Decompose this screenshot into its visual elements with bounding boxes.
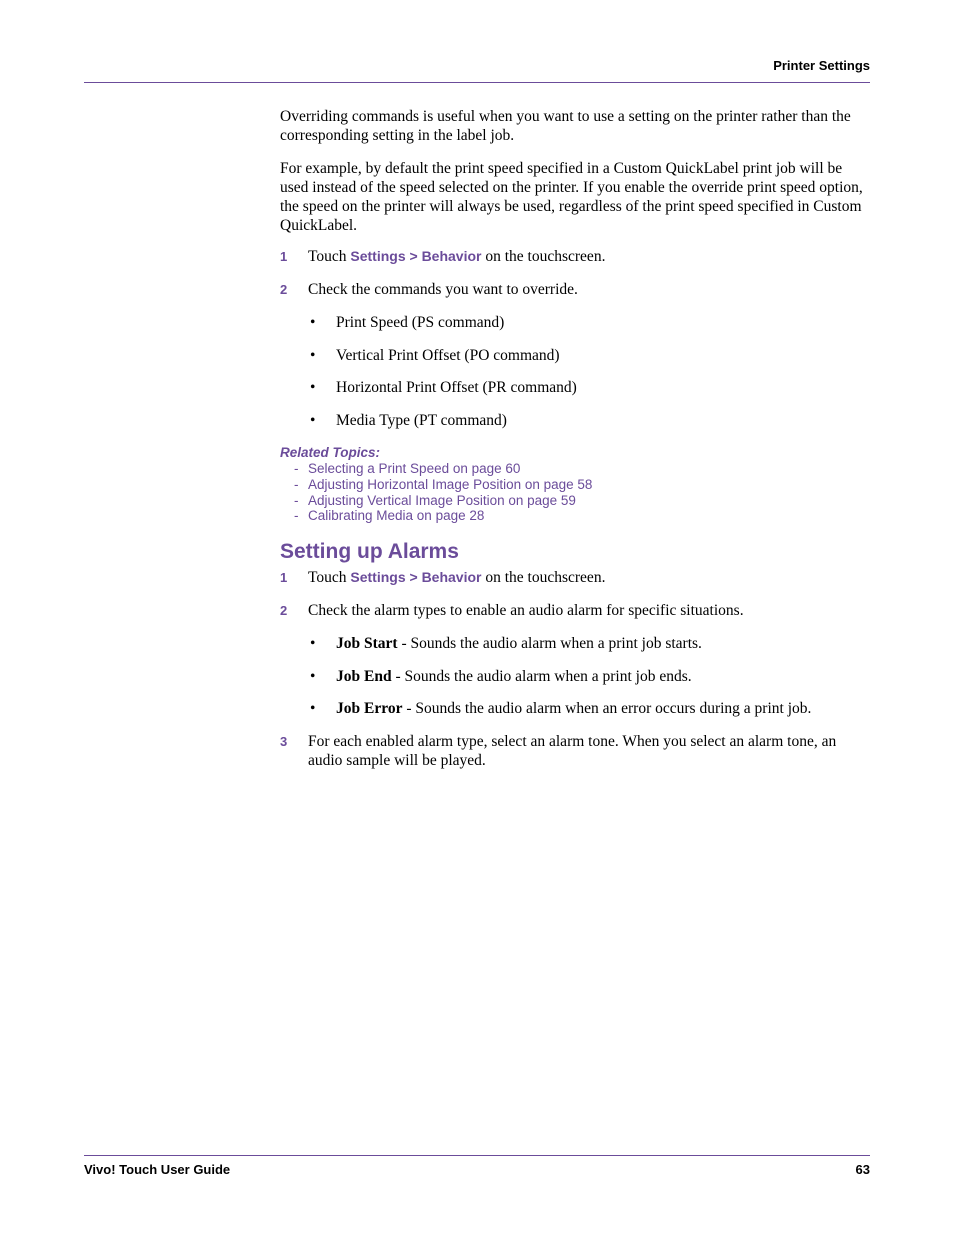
- step-number: 2: [280, 282, 288, 297]
- footer-rule: [84, 1155, 870, 1156]
- related-link-print-speed[interactable]: - Selecting a Print Speed on page 60: [294, 461, 521, 476]
- list-item: • Vertical Print Offset (PO command): [310, 347, 560, 364]
- step-number: 1: [280, 249, 288, 264]
- ui-path-settings-behavior: Settings > Behavior: [350, 569, 482, 585]
- intro-paragraph-2: For example, by default the print speed specified in a Custom QuickLabel print job will be used instead of the speed selected on the printer. If you enable the override print speed option, the speed on the printer will always be used, regardless of the print speed specified in Custom QuickLabel.: [280, 160, 863, 234]
- bullet-icon: •: [310, 314, 316, 331]
- override-step-2: 2 Check the commands you want to override.: [280, 281, 578, 298]
- bullet-icon: •: [310, 668, 316, 685]
- footer-guide-title: Vivo! Touch User Guide: [84, 1162, 231, 1177]
- override-step-1: 1 Touch Settings > Behavior on the touchscreen.: [280, 248, 606, 265]
- alarm-step-2: 2 Check the alarm types to enable an audio alarm for specific situations.: [280, 602, 744, 619]
- bullet-icon: •: [310, 700, 316, 717]
- related-link-vertical-position[interactable]: - Adjusting Vertical Image Position on page 59: [294, 493, 576, 508]
- ui-path-settings-behavior: Settings > Behavior: [350, 248, 482, 264]
- list-item: • Print Speed (PS command): [310, 314, 505, 331]
- step-number: 1: [280, 570, 288, 585]
- page-number: 63: [855, 1162, 870, 1177]
- related-link-horizontal-position[interactable]: - Adjusting Horizontal Image Position on page 58: [294, 477, 593, 492]
- step-number: 2: [280, 603, 288, 618]
- related-topics-title: Related Topics:: [280, 445, 381, 460]
- bullet-icon: •: [310, 347, 316, 364]
- header-rule: [84, 82, 870, 83]
- step-number: 3: [280, 734, 288, 749]
- alarm-step-1: 1 Touch Settings > Behavior on the touchscreen.: [280, 569, 606, 586]
- bullet-icon: •: [310, 635, 316, 652]
- bullet-icon: •: [310, 412, 316, 429]
- bullet-icon: •: [310, 379, 316, 396]
- list-item: • Job End - Sounds the audio alarm when a print job ends.: [310, 668, 692, 685]
- list-item: • Job Start - Sounds the audio alarm when a print job starts.: [310, 635, 702, 652]
- section-heading: Setting up Alarms: [280, 540, 459, 563]
- list-item: • Job Error - Sounds the audio alarm when an error occurs during a print job.: [310, 700, 812, 717]
- alarm-step-3: 3 For each enabled alarm type, select an alarm tone. When you select an alarm tone, an audio sample will be played.: [280, 733, 837, 769]
- related-link-calibrating-media[interactable]: - Calibrating Media on page 28: [294, 508, 485, 523]
- intro-paragraph-1: Overriding commands is useful when you want to use a setting on the printer rather than the corresponding setting in the label job.: [280, 108, 851, 144]
- list-item: • Media Type (PT command): [310, 412, 507, 429]
- list-item: • Horizontal Print Offset (PR command): [310, 379, 577, 396]
- running-header: Printer Settings: [773, 58, 870, 73]
